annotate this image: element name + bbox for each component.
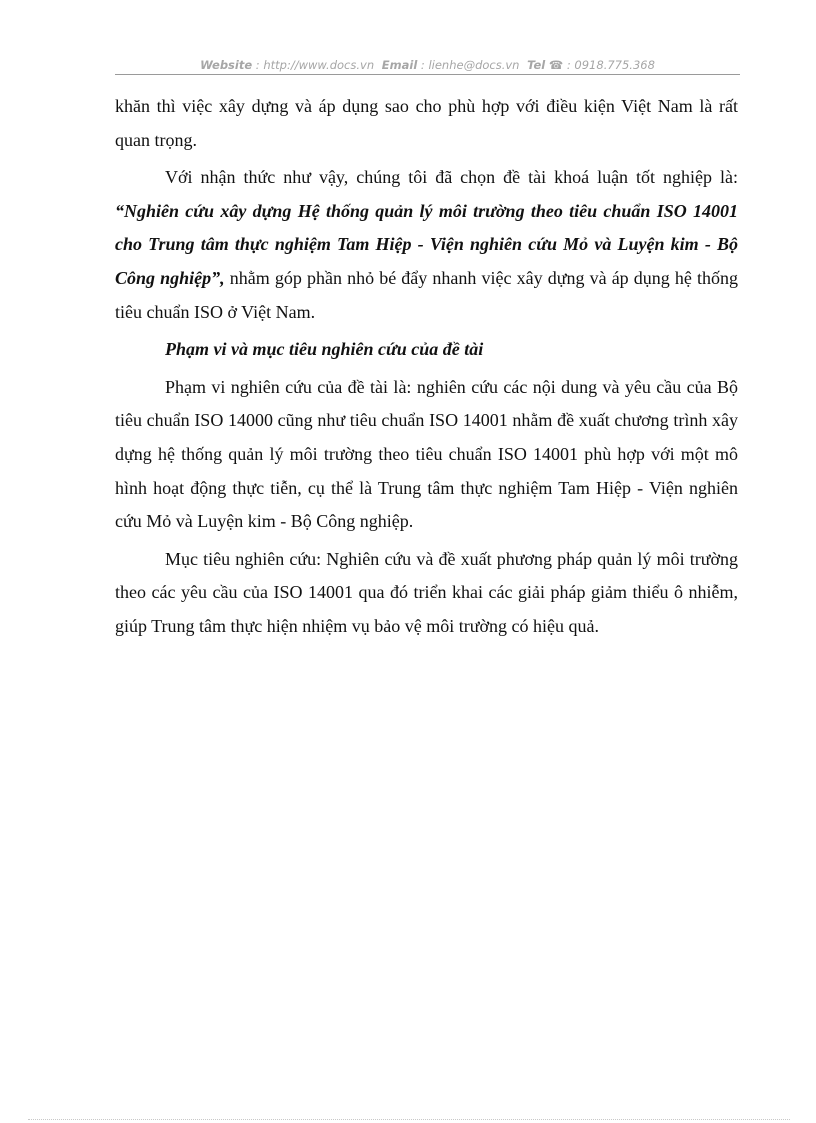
tel-value: 0918.775.368 [574,58,655,72]
footer-divider [28,1119,790,1120]
tel-label: Tel [527,58,546,72]
thesis-title: “Nghiên cứu xây dựng Hệ thống quản lý môi trường theo tiêu chuẩn ISO 14001 cho Trung tâm thực nghiệm Tam Hiệp - Viện nghiên cứu Mỏ và Luyện kim - Bộ Công nghiệp”, [115,200,738,288]
paragraph-topic [115,161,738,329]
phone-icon: ☎ [548,58,564,72]
website-label: Website [200,58,253,72]
email-separator: : [417,58,429,72]
header-divider [115,74,740,75]
document-body [115,90,738,648]
section-heading: Phạm vi và mục tiêu nghiên cứu của đề tài [165,339,484,360]
topic-purpose: nhằm góp phần nhỏ bé đẩy nhanh việc xây dựng và áp dụng hệ thống tiêu chuẩn ISO ở Việt Nam. [115,267,739,322]
tel-separator: : [563,58,575,72]
paragraph-scope: Phạm vi nghiên cứu của đề tài là: nghiên cứu các nội dung và yêu cầu của Bộ tiêu chuẩn ISO 14000 cũng như tiêu chuẩn ISO 14001 nhằm đề xuất chương trình xây dựng hệ thống quản lý môi trường theo tiêu chuẩn ISO 14001 phù hợp với một mô hình hoạt động thực tiễn, cụ thể là Trung tâm thực nghiệm Tam Hiệp - Viện nghiên cứu Mỏ và Luyện kim - Bộ Công nghiệp. [115,376,738,532]
website-link[interactable]: http://www.docs.vn [263,58,375,72]
paragraph-continuation: khăn thì việc xây dựng và áp dụng sao cho phù hợp với điều kiện Việt Nam là rất quan trọng. [115,96,738,150]
paragraph-objectives: Mục tiêu nghiên cứu: Nghiên cứu và đề xuất phương pháp quản lý môi trường theo các yêu cầu của ISO 14001 qua đó triển khai các giải pháp giảm thiểu ô nhiễm, giúp Trung tâm thực hiện nhiệm vụ bảo vệ môi trường có hiệu quả. [115,548,738,636]
topic-intro: Với nhận thức như vậy, chúng tôi đã chọn đề tài khoá luận tốt nghiệp là: [165,167,738,188]
website-separator: : [252,58,264,72]
email-link[interactable]: lienhe@docs.vn [428,58,520,72]
page-header [115,58,740,72]
email-label: Email [381,58,418,72]
